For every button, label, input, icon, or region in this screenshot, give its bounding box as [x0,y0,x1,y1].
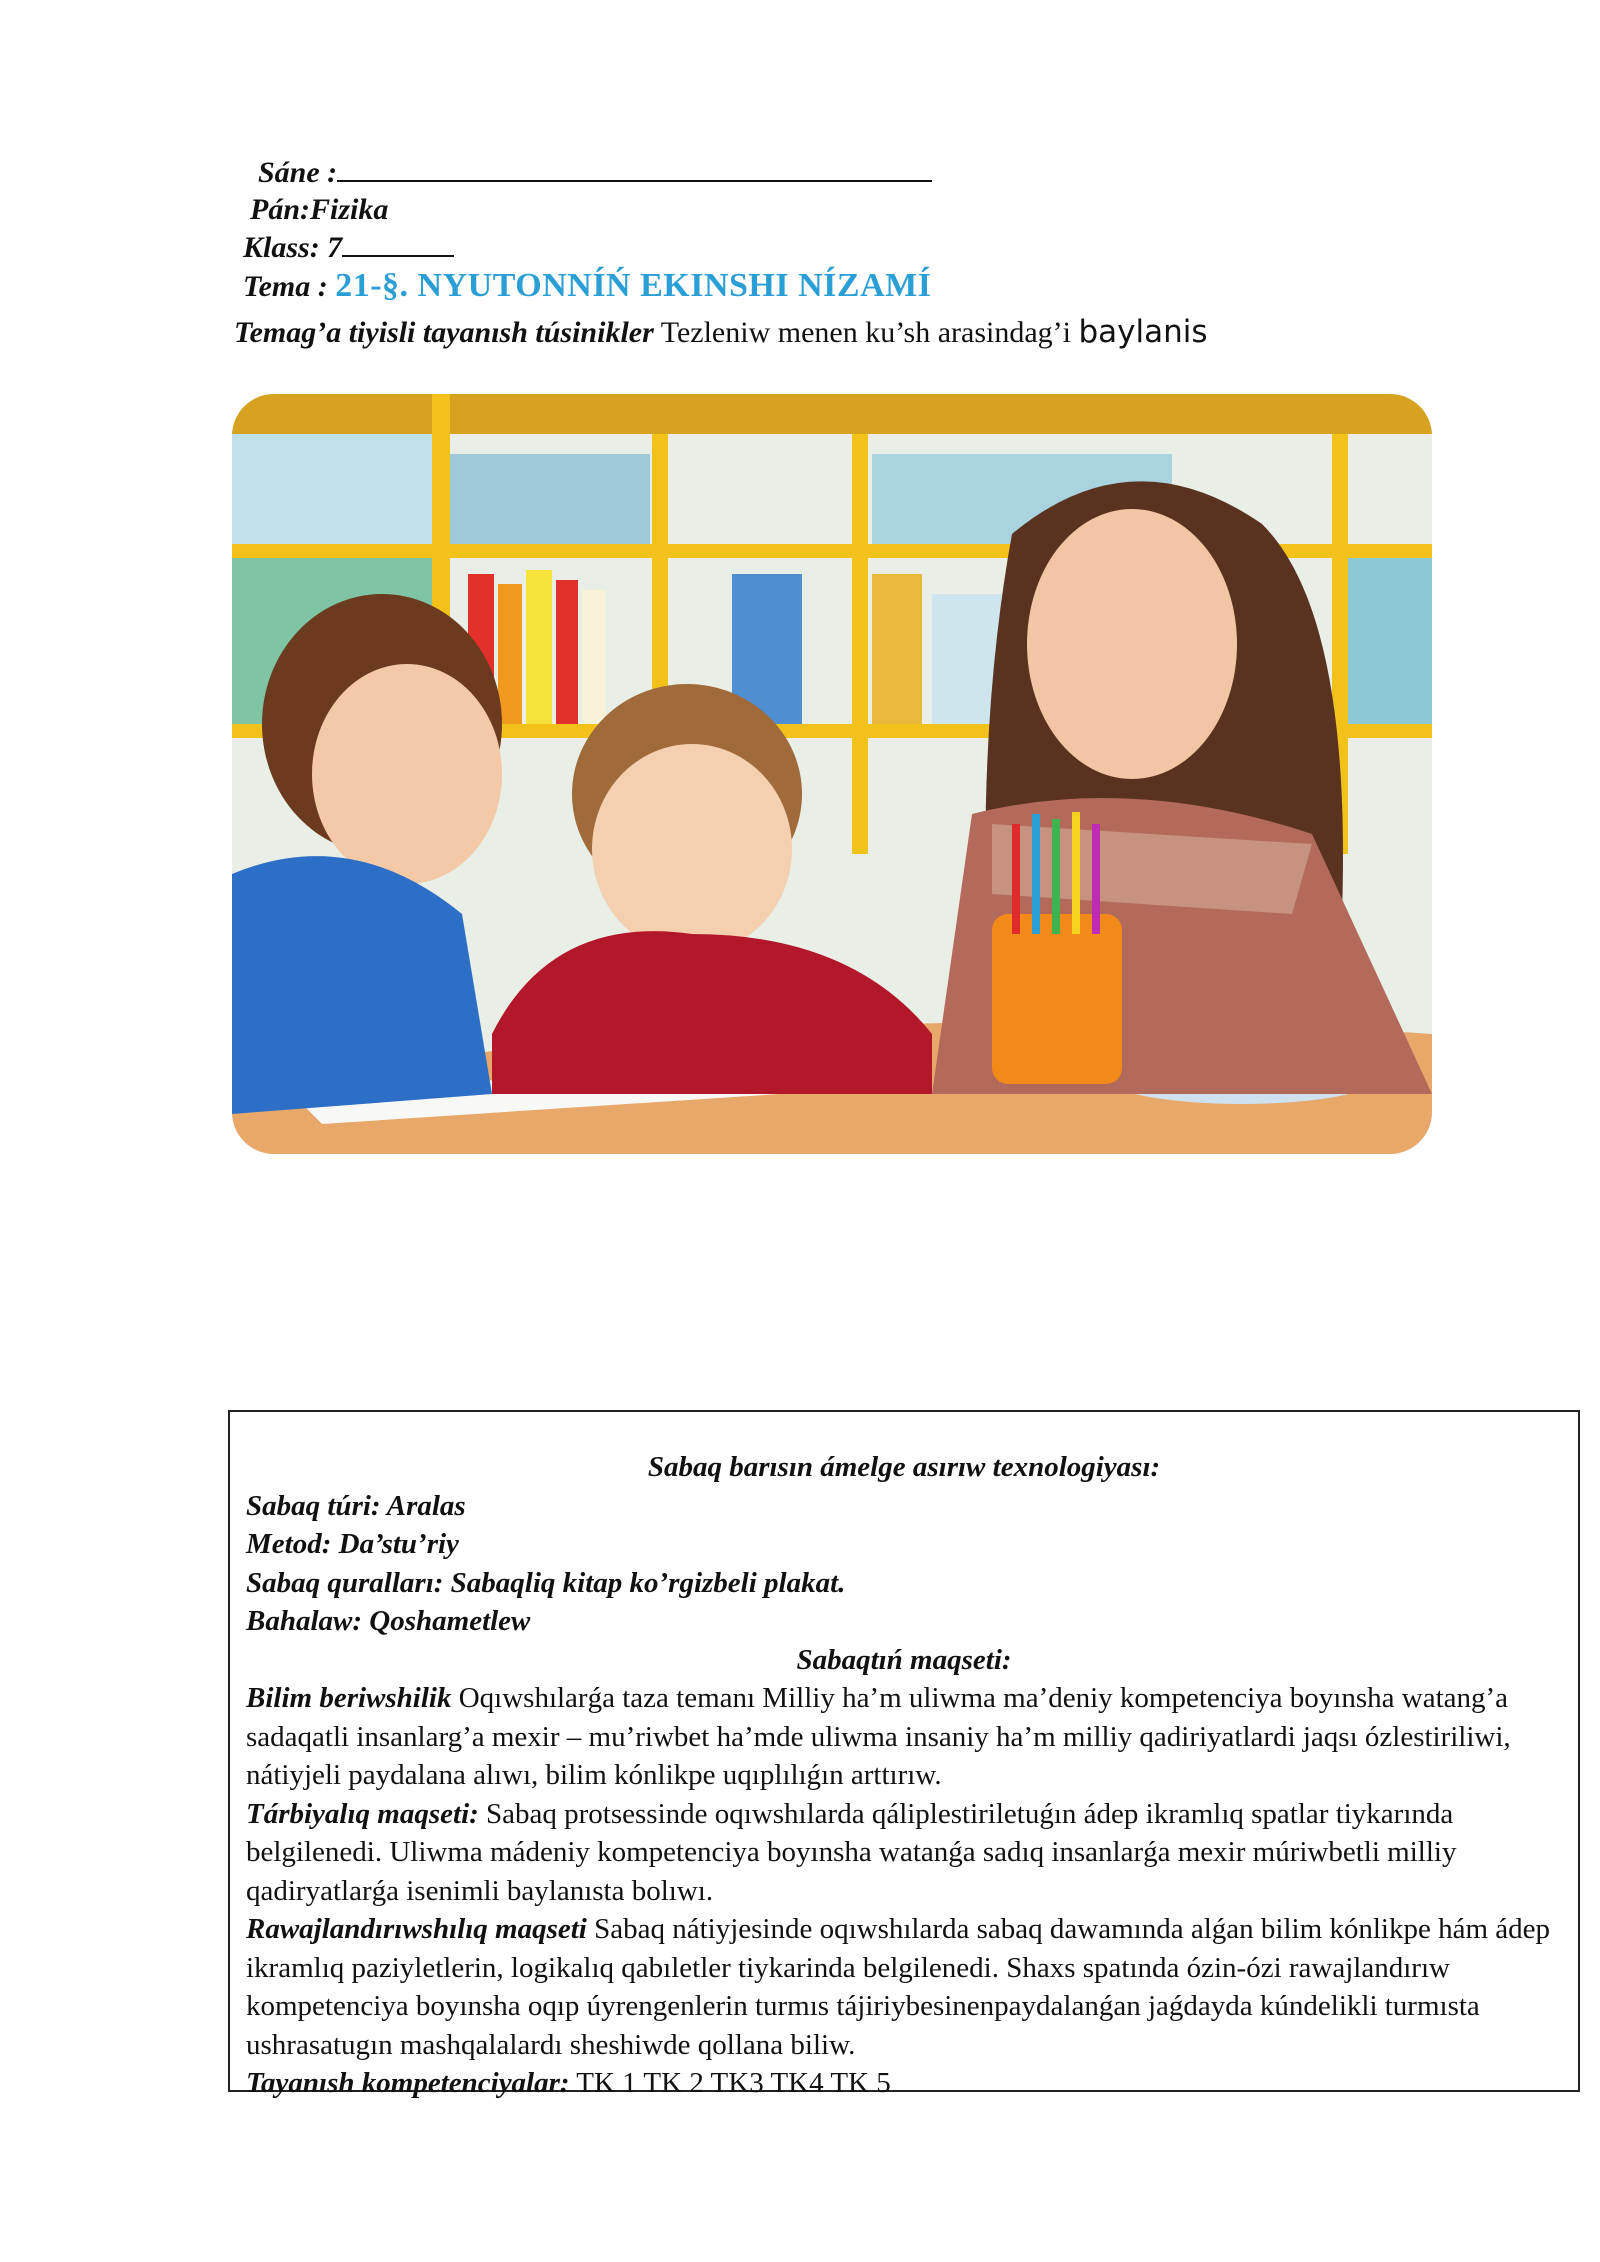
classroom-photo-icon [232,394,1432,1154]
lesson-type: Sabaq túri: Aralas [246,1489,466,1522]
competencies-text: TK 1 TK 2 TK3 TK4 TK 5 [569,2067,891,2099]
class-label: Klass: 7 [243,231,343,264]
educational-goal-text: Oqıwshılarǵa taza temanı Milliy ha’m uliwma ma’deniy kompetenciya boyınsha watang’a sadaqatli insanlarg’a mexir – mu’riwbet ha’mde uliwma insaniy ha’m milliy qadiriyatlardi jaqsı ózlestiriliwi, nátiyjeli paydalana alıwı, bilim kónlikpe uqıplılıǵın arttırıw. [246,1682,1511,1791]
goals-heading: Sabaqtıń maqseti: [796,1643,1012,1676]
technology-heading: Sabaq barısın ámelge asırıw texnologiyası: [647,1451,1161,1483]
lesson-details-box [228,1410,1580,2099]
competencies [246,2064,1562,2103]
lesson-assessment: Bahalaw: Qoshametlew [246,1605,531,1637]
concepts-line [234,314,1208,351]
educational-goal [246,1679,1562,1795]
date-line [258,154,932,191]
classroom-photo [232,394,1432,1154]
lesson-tools: Sabaq quralları: Sabaqliq kitap ko’rgizbeli plakat. [246,1566,846,1599]
class-blank [342,229,454,257]
topic-label: Tema : [243,270,328,303]
development-goal [246,1910,1562,2064]
lesson-method: Metod: Da’stu’riy [246,1528,459,1560]
development-goal-label: Rawajlandırıwshılıq maqseti [246,1913,587,1945]
class-line [243,229,454,266]
upbringing-goal [246,1795,1562,1911]
concepts-tail: baylanis [1078,314,1208,350]
educational-goal-label: Bilim beriwshilik [246,1682,452,1714]
upbringing-goal-label: Tárbiyalıq maqseti: [246,1797,479,1830]
upbringing-goal-text: Sabaq protsessinde oqıwshılarda qáliplestiriletuǵın ádep ikramlıq spatlar tiykarında belgilenedi. Uliwma mádeniy kompetenciya boyınsha watanǵa sadıq insanlarǵa mexir múriwbetli milliy qadiryatlarǵa isenimli baylanısta bolıwı. [246,1797,1457,1907]
topic-title: 21-§. NYUTONNÍŃ EKINSHI NÍZAMÍ [335,267,932,304]
concepts-label: Temag’a tiyisli tayanısh túsinikler [234,316,654,349]
subject-line: Pán:Fizika [250,193,389,226]
date-label: Sáne : [258,156,338,189]
concepts-text: Tezleniw menen ku’sh arasindag’i [653,316,1079,349]
topic-line [243,268,931,305]
date-blank [337,154,932,182]
competencies-label: Tayanısh kompetenciyalar: [246,2067,570,2099]
development-goal-text: Sabaq nátiyjesinde oqıwshılarda sabaq dawamında alǵan bilim kónlikpe hám ádep ikramlıq paziyletlerin, logikalıq qabıletler tiykarinda belgilenedi. Shaxs spatında ózin-ózi rawajlandırıw kompetenciya boyınsha oqıp úyrengenlerin turmıs tájiriybesinenpaydalanǵan jaǵdayda kúndelikli turmısta ushrasatugın mashqalalardı sheshiwde qollana biliw. [246,1913,1551,2061]
